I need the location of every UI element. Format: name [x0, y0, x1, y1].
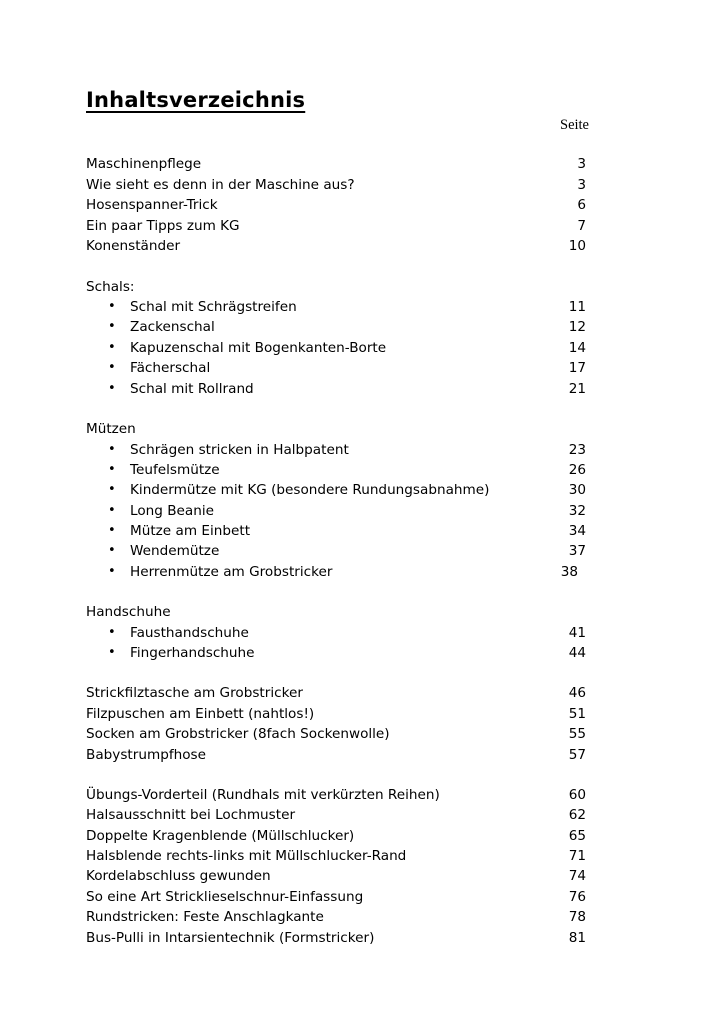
- toc-entry-title: Kindermütze mit KG (besondere Rundungsabnahme): [130, 482, 490, 498]
- toc-entry-page: 44: [568, 645, 586, 661]
- section-heading-muetzen: Mützen: [86, 421, 136, 437]
- toc-entry-title: Halsblende rechts-links mit Müllschlucker-Rand: [86, 848, 407, 864]
- toc-entry: [86, 745, 586, 765]
- bullet-icon: •: [108, 360, 116, 375]
- bullet-icon: •: [108, 645, 116, 660]
- toc-entry-page: 14: [568, 340, 586, 356]
- toc-entry-title: Zackenschal: [130, 319, 215, 335]
- toc-entry-page: 11: [568, 299, 586, 315]
- toc-entry-title: Ein paar Tipps zum KG: [86, 218, 240, 234]
- toc-entry-page: 71: [568, 848, 586, 864]
- toc-entry-title: So eine Art Stricklieselschnur-Einfassung: [86, 889, 364, 905]
- toc-entry-page: 41: [568, 625, 586, 641]
- bullet-icon: •: [108, 503, 116, 518]
- toc-entry-title: Bus-Pulli in Intarsientechnik (Formstricker): [86, 930, 375, 946]
- section-heading-handschuhe: Handschuhe: [86, 604, 171, 620]
- toc-entry-title: Wie sieht es denn in der Maschine aus?: [86, 177, 355, 193]
- toc-entry-title: Filzpuschen am Einbett (nahtlos!): [86, 706, 315, 722]
- toc-entry: [86, 175, 586, 195]
- toc-entry-title: Long Beanie: [130, 503, 214, 519]
- toc-entry-title: Herrenmütze am Grobstricker: [130, 564, 333, 580]
- bullet-icon: •: [108, 299, 116, 314]
- toc-entry-page: 12: [568, 319, 586, 335]
- toc-entry-page: 57: [568, 747, 586, 763]
- toc-entry: [86, 379, 586, 399]
- page-column-header: Seite: [560, 117, 589, 133]
- toc-entry: [86, 460, 586, 480]
- toc-entry: [86, 866, 586, 886]
- toc-entry-title: Fingerhandschuhe: [130, 645, 255, 661]
- toc-entry: [86, 683, 586, 703]
- bullet-icon: •: [108, 523, 116, 538]
- toc-entry-title: Fausthandschuhe: [130, 625, 249, 641]
- toc-entry-title: Halsausschnitt bei Lochmuster: [86, 807, 296, 823]
- toc-entry-page: 26: [568, 462, 586, 478]
- toc-entry-page: 46: [568, 685, 586, 701]
- toc-entry-title: Kordelabschluss gewunden: [86, 868, 271, 884]
- toc-entry-title: Schal mit Schrägstreifen: [130, 299, 297, 315]
- toc-entry: [86, 623, 586, 643]
- toc-entry-page: 74: [568, 868, 586, 884]
- toc-entry-title: Mütze am Einbett: [130, 523, 251, 539]
- toc-entry-title: Strickfilztasche am Grobstricker: [86, 685, 303, 701]
- toc-entry: [86, 704, 586, 724]
- toc-entry-page: 60: [568, 787, 586, 803]
- bullet-icon: •: [108, 442, 116, 457]
- toc-entry-title: Fächerschal: [130, 360, 211, 376]
- toc-entry-page: 34: [568, 523, 586, 539]
- toc-entry: [86, 195, 586, 215]
- toc-entry-title: Schrägen stricken in Halbpatent: [130, 442, 349, 458]
- bullet-icon: •: [108, 319, 116, 334]
- toc-entry-page: 76: [568, 889, 586, 905]
- toc-entry-page: 17: [568, 360, 586, 376]
- toc-entry: [86, 338, 586, 358]
- toc-entry-title: Teufelsmütze: [130, 462, 220, 478]
- toc-entry: [86, 887, 586, 907]
- toc-entry: [86, 928, 586, 948]
- toc-entry-title: Socken am Grobstricker (8fach Sockenwolle): [86, 726, 390, 742]
- bullet-icon: •: [108, 482, 116, 497]
- bullet-icon: •: [108, 543, 116, 558]
- toc-entry: [86, 358, 586, 378]
- toc-entry-page: 62: [568, 807, 586, 823]
- toc-entry: [86, 216, 586, 236]
- toc-entry: [86, 907, 586, 927]
- toc-entry-title: Konenständer: [86, 238, 181, 254]
- toc-entry-page: 55: [568, 726, 586, 742]
- toc-entry: [86, 826, 586, 846]
- toc-entry-page: 37: [568, 543, 586, 559]
- toc-entry-page: 65: [568, 828, 586, 844]
- bullet-icon: •: [108, 381, 116, 396]
- toc-entry-title: Hosenspanner-Trick: [86, 197, 218, 213]
- toc-entry-title: Kapuzenschal mit Bogenkanten-Borte: [130, 340, 387, 356]
- toc-entry-page: 6: [577, 197, 586, 213]
- toc-entry-title: Maschinenpflege: [86, 156, 202, 172]
- toc-entry: [86, 154, 586, 174]
- toc-entry-page: 21: [568, 381, 586, 397]
- toc-entry-title: Rundstricken: Feste Anschlagkante: [86, 909, 324, 925]
- bullet-icon: •: [108, 462, 116, 477]
- toc-entry: [86, 785, 586, 805]
- toc-entry-page: 23: [568, 442, 586, 458]
- toc-entry-page: 10: [568, 238, 586, 254]
- toc-entry: [86, 317, 586, 337]
- toc-entry-page: 30: [568, 482, 586, 498]
- toc-entry: [86, 236, 586, 256]
- toc-entry-title: Übungs-Vorderteil (Rundhals mit verkürzten Reihen): [86, 787, 440, 803]
- toc-entry-title: Schal mit Rollrand: [130, 381, 254, 397]
- section-heading-schals: Schals:: [86, 279, 135, 295]
- bullet-icon: •: [108, 625, 116, 640]
- toc-entry-page: 78: [568, 909, 586, 925]
- toc-entry: [86, 297, 586, 317]
- page-title: Inhaltsverzeichnis: [86, 88, 306, 112]
- toc-entry-page: 32: [568, 503, 586, 519]
- toc-entry-page: 51: [568, 706, 586, 722]
- toc-entry-page: 3: [577, 156, 586, 172]
- toc-entry-page: 38: [560, 564, 578, 580]
- toc-entry-page: 81: [568, 930, 586, 946]
- toc-entry: [86, 724, 586, 744]
- toc-entry: [86, 501, 586, 521]
- toc-entry: [86, 480, 586, 500]
- toc-entry-title: Wendemütze: [130, 543, 220, 559]
- bullet-icon: •: [108, 564, 116, 579]
- toc-entry: [86, 440, 586, 460]
- toc-entry-page: 7: [577, 218, 586, 234]
- toc-entry: [86, 521, 586, 541]
- bullet-icon: •: [108, 340, 116, 355]
- toc-entry-page: 3: [577, 177, 586, 193]
- toc-entry: [86, 805, 586, 825]
- toc-entry-title: Doppelte Kragenblende (Müllschlucker): [86, 828, 355, 844]
- toc-entry-title: Babystrumpfhose: [86, 747, 206, 763]
- toc-entry: [86, 643, 586, 663]
- toc-entry: [86, 846, 586, 866]
- toc-entry: [86, 562, 586, 582]
- toc-entry: [86, 541, 586, 561]
